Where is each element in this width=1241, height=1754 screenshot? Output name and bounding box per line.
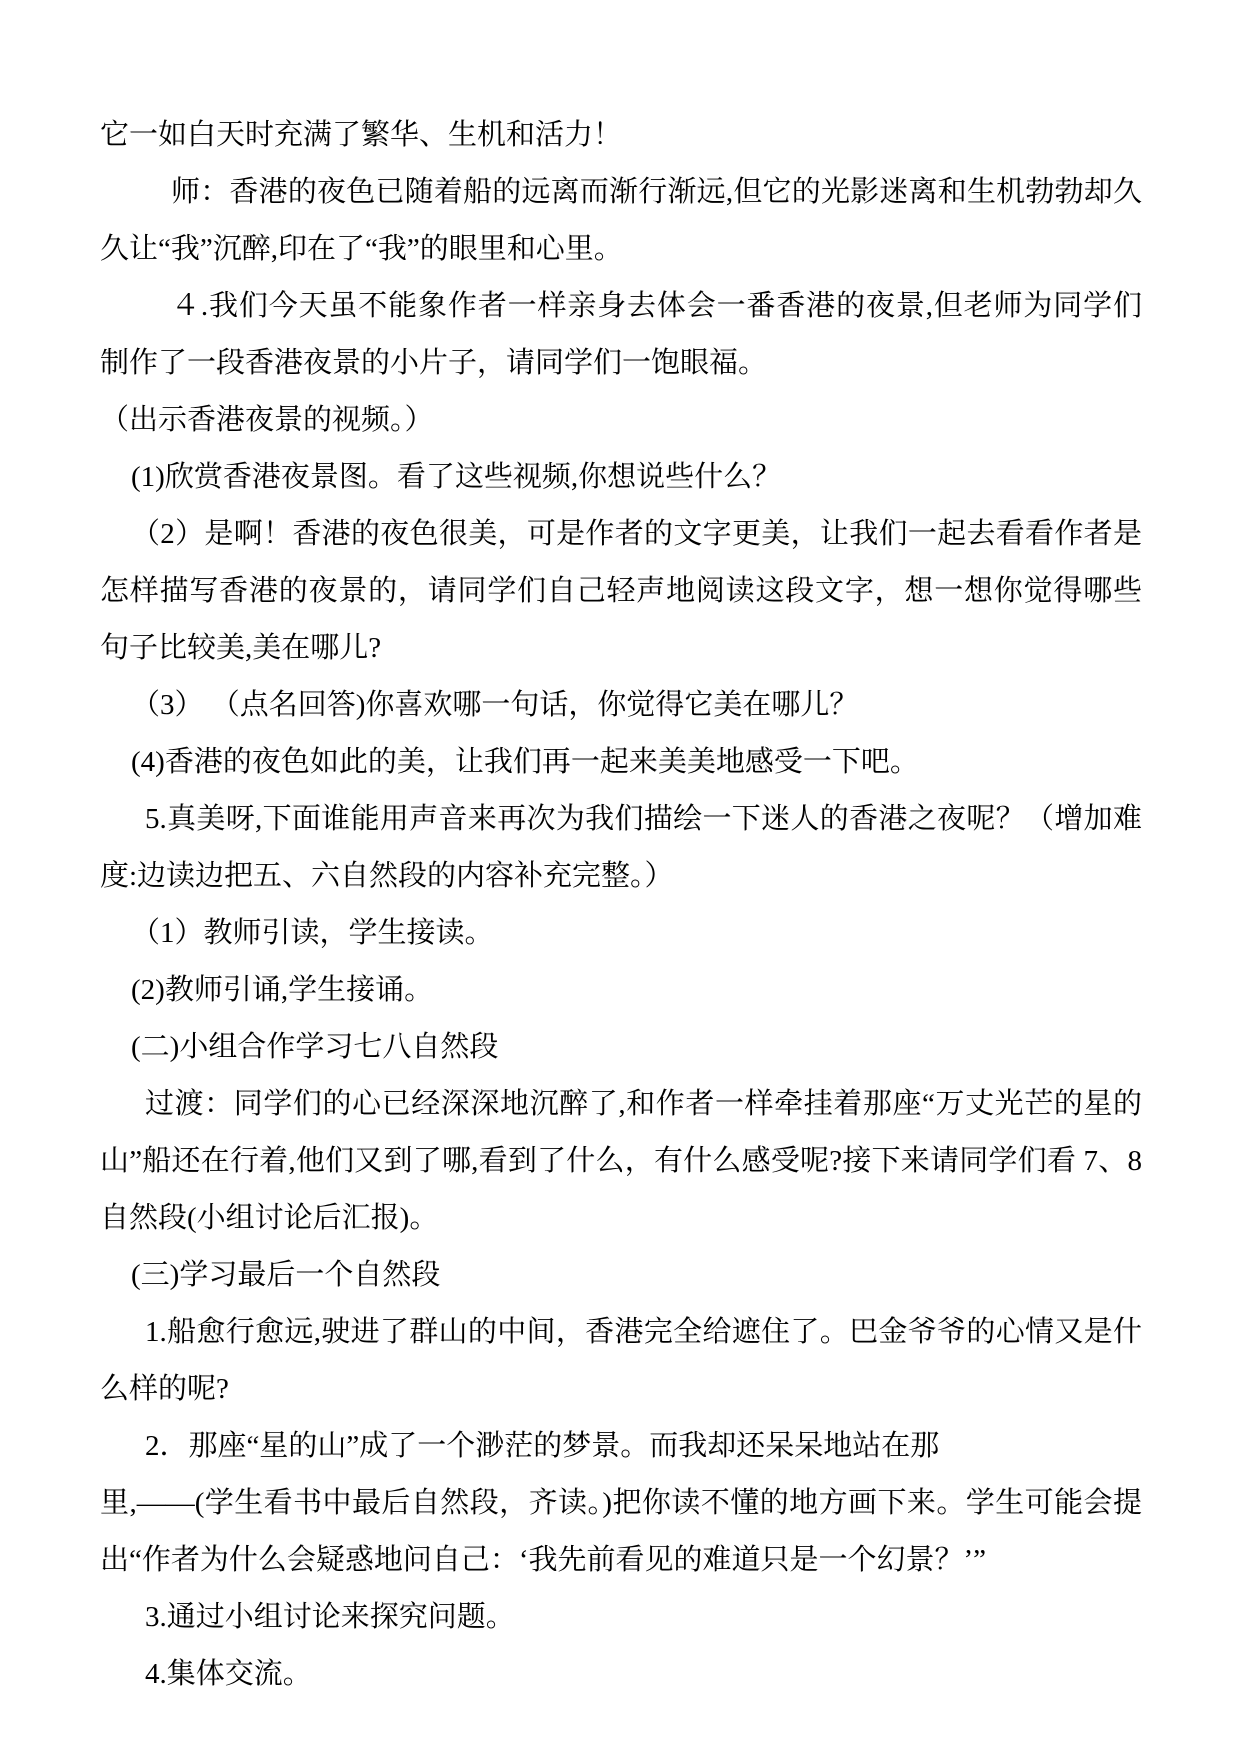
paragraph: 它一如白天时充满了繁华、生机和活力！ (100, 119, 623, 151)
paragraph: (二)小组合作学习七八自然段 (131, 1031, 499, 1063)
paragraph: （3） （点名回答)你喜欢哪一句话，你觉得它美在哪儿？ (131, 689, 859, 721)
paragraph: 5.真美呀,下面谁能用声音来再次为我们描绘一下迷人的香港之夜呢？（增加难度:边读边把五、六自然段的内容补充完整。） (100, 803, 1142, 892)
paragraph: （出示香港夜景的视频。） (100, 404, 434, 436)
paragraph: (1)欣赏香港夜景图。看了这些视频,你想说些什么？ (131, 461, 782, 493)
paragraph: （1）教师引读，学生接读。 (131, 917, 494, 949)
paragraph: 过渡：同学们的心已经深深地沉醉了,和作者一样牵挂着那座“万丈光芒的星的山”船还在行着,他们又到了哪,看到了什么，有什么感受呢?接下来请同学们看 7、8 自然段(小组讨论后汇报)。 (100, 1088, 1142, 1234)
paragraph: (三)学习最后一个自然段 (131, 1259, 441, 1291)
paragraph: (2)教师引诵,学生接诵。 (131, 974, 434, 1006)
paragraph: 里,——(学生看书中最后自然段，齐读。)把你读不懂的地方画下来。学生可能会提出“作者为什么会疑惑地问自己：‘我先前看见的难道只是一个幻景？’” (100, 1487, 1142, 1576)
paragraph: 2．那座“星的山”成了一个渺茫的梦景。而我却还呆呆地站在那 (145, 1430, 940, 1462)
paragraph: （2）是啊！香港的夜色很美，可是作者的文字更美，让我们一起去看看作者是怎样描写香港的夜景的，请同学们自己轻声地阅读这段文字，想一想你觉得哪些句子比较美,美在哪儿? (100, 518, 1142, 664)
paragraph: 1.船愈行愈远,驶进了群山的中间，香港完全给遮住了。巴金爷爷的心情又是什么样的呢? (100, 1316, 1142, 1405)
paragraph: 4.集体交流。 (145, 1658, 312, 1690)
paragraph: (4)香港的夜色如此的美，让我们再一起来美美地感受一下吧。 (131, 746, 919, 778)
paragraph: 师：香港的夜色已随着船的远离而渐行渐远,但它的光影迷离和生机勃勃却久久让“我”沉醉,印在了“我”的眼里和心里。 (100, 176, 1142, 265)
paragraph: 3.通过小组讨论来探究问题。 (145, 1601, 515, 1633)
paragraph: ４.我们今天虽不能象作者一样亲身去体会一番香港的夜景,但老师为同学们制作了一段香港夜景的小片子，请同学们一饱眼福。 (100, 290, 1142, 379)
